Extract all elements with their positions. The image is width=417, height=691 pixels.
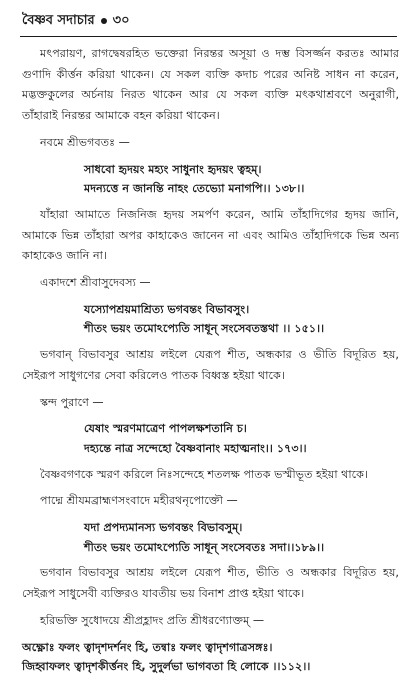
verse-source: একাদশে শ্রীবাসুদেবস্য — [40, 276, 151, 290]
verse-line: দহ্যন্তে নাত্র সন্দেহো বৈষ্ণবানাং মহাত্মনাং।। ১৭৩।। [84, 441, 307, 455]
running-header [22, 10, 397, 32]
verse-line: জিহ্বাফলং ত্বাদৃশকীর্ত্তনং হি, সুদুর্লভা ভাগবতা হি লোকে ।।১১২।। [22, 660, 311, 674]
verse-source: নবমে শ্রীভগবতঃ — [40, 135, 130, 149]
verse-source: স্কন্দ পুরাণে — [40, 395, 104, 409]
paragraph: ভগবান বিভাবসুর আশ্রয় লইলে যেরূপ শীত, ভীতি ও অন্ধকার বিদূরিত হয়, সেইরূপ সাধুসেবী ব্যক্তিরও যাবতীয় ভয় বিনাশ প্রাপ্ত হইয়া থাকে। [22, 566, 399, 601]
verse-line: সাধবো হৃদয়ং মহ্যং সাধুনাং হৃদয়ং ত্বহম্। [84, 162, 262, 176]
verse-line: শীতং ভয়ং তমোঽপ্যেতি সাধূন্ সংসেবতঃ সদা।।১৮৯।। [84, 540, 325, 554]
verse-source: পাদ্মে শ্রীযমব্রাহ্মণসংবাদে মহীরথনৃপোক্তৌ — [40, 494, 238, 508]
verse [22, 518, 399, 557]
verse-source: হরিভক্তি সুধোদয়ে শ্রীপ্রহ্লাদং প্রতি শ্রীধরণ্যোক্তম্ — [40, 613, 265, 627]
verse [22, 419, 399, 458]
verse-line: যেষাং স্মরণমাত্রেণ পাপলক্ষশতানি চ। [84, 422, 247, 436]
verse-line: অক্ষ্ণোঃ ফলং ত্বাদৃশদর্শনং হি, তন্বাঃ ফলং ত্বাদৃশগাত্রসঙ্গঃ। [22, 640, 273, 654]
paragraph: যাঁহারা আমাতে নিজনিজ হৃদয় সমর্পণ করেন, আমি তাঁহাদিগের হৃদয় জানি, আমাকে ভিন্ন তাঁহারা অপর কাহাকেও জানেন না এবং আমিও তাঁহাদিগকে ভিন্ন অন্য কাহাকেও জানি না। [22, 207, 399, 263]
paragraph: বৈষ্ণবগণকে স্মরণ করিলে নিঃসন্দেহে শতলক্ষ পাতক ভস্মীভূত হইয়া থাকে। [40, 467, 368, 481]
paragraph: মৎপরায়ণ, রাগদ্বেষরহিত ভক্তেরা নিরন্তর অসূয়া ও দম্ভ বিসর্জ্জন করতঃ আমার গুণাদি কীর্ত্তন করিয়া থাকেন। যে সকল ব্যক্তি কদাচ পরের অনিষ্ট সাধন না করেন, মদ্ভক্তকুলের অর্চনায় নিরত থাকেন আর যে সকল ব্যক্তি মৎকথাশ্রবণে অনুরাগী, তাঁহারাই নিরন্তর আমাকে বহন করিয়া থাকেন। [22, 47, 399, 123]
verse [22, 160, 399, 199]
page-number: ৩০ [112, 12, 130, 28]
verse-line: শীতং ভয়ং তমোঽপ্যেতি সাধূন্ সংসেবতস্তথা ।। ১৫১।। [84, 322, 325, 336]
verse-line: যস্যোপশ্রয়মাশ্রিত্য ভগবন্তং বিভাবসুং। [84, 302, 250, 316]
verse-line: মদন্যত্তে ন জানন্তি নাহং তেভ্যো মনাগপি।। ১৩৮।। [84, 182, 305, 196]
verse [22, 300, 399, 339]
header-rule [20, 36, 397, 37]
verse [22, 638, 399, 677]
book-title: বৈষ্ণব সদাচার [22, 12, 95, 28]
paragraph: ভগবান্ বিভাবসুর আশ্রয় লইলে যেরূপ শীত, অন্ধকার ও ভীতি বিদূরিত হয়, সেইরূপ সাধুগণের সেবা করিলেও পাতক বিধ্বস্ত হইয়া থাকে। [22, 348, 399, 382]
bullet-dot [101, 18, 107, 24]
page-body [22, 44, 399, 683]
verse-line: যদা প্রপদ্যমানস্য ভগবন্তং বিভাবসুম্। [84, 521, 243, 535]
